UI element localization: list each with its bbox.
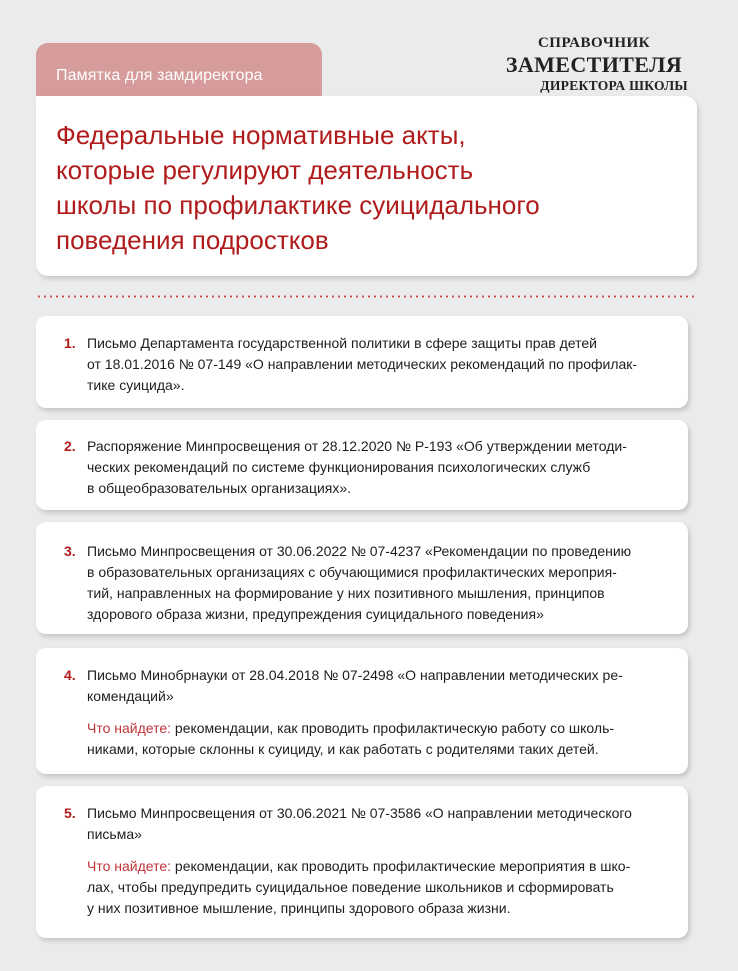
page-title [56, 118, 656, 258]
logo-line-3: ДИРЕКТОРА ШКОЛЫ [540, 78, 688, 93]
item-text: Письмо Минобрнауки от 28.04.2018 № 07-2498 «О направлении методических ре- комендаций» [87, 667, 623, 704]
title-line: Федеральные нормативные акты, [56, 120, 466, 150]
document-card-4 [36, 648, 688, 774]
item-text: Письмо Минпросвещения от 30.06.2022 № 07-4237 «Рекомендации по проведению в образовательных организациях с обучающимися профилактических мероприя- тий, направленных на формирование у них позитивного мышления, принципов здорового образа жизни, предупреждения суицидального поведения» [87, 543, 632, 622]
item-number: 4. [64, 667, 76, 683]
item-number: 3. [64, 543, 76, 559]
item-text: Распоряжение Минпросвещения от 28.12.2020 № Р-193 «Об утверждении методи- ческих рекомендаций по системе функционирования психологических служб в общеобразовательных организациях». [87, 438, 627, 496]
item-text: Письмо Минпросвещения от 30.06.2021 № 07-3586 «О направлении методического письма» [87, 805, 632, 842]
document-card-1 [36, 316, 688, 408]
item-number: 5. [64, 805, 76, 821]
logo-line-2: ЗАМЕСТИТЕЛЯ [505, 52, 683, 77]
dotted-divider [36, 295, 697, 298]
document-card-3 [36, 522, 688, 634]
document-card-5 [36, 786, 688, 938]
item-number: 1. [64, 335, 76, 351]
item-text: Письмо Департамента государственной политики в сфере защиты прав детей от 18.01.2016 № 07-149 «О направлении методических рекомендаций по профилак- тике суицида». [87, 335, 638, 393]
title-line: поведения подростков [56, 225, 329, 255]
memo-tab [36, 43, 322, 96]
memo-tab-label: Памятка для замдиректора [56, 67, 263, 84]
item-number: 2. [64, 438, 76, 454]
document-card-2 [36, 420, 688, 510]
item-note: Что найдете: рекомендации, как проводить профилактическую работу со школь- никами, которые склонны к суициду, и как работать с родителями таких детей. [87, 720, 615, 757]
item-note: Что найдете: рекомендации, как проводить профилактические мероприятия в шко- лах, чтобы предупредить суицидальное поведение школьников и сформировать у них позитивное мышление, принципы здорового образа жизни. [87, 858, 631, 916]
title-line: школы по профилактике суицидального [56, 190, 540, 220]
publication-logo [494, 36, 694, 93]
note-label: Что найдете: [87, 720, 172, 736]
logo-line-1: СПРАВОЧНИК [537, 35, 651, 51]
title-line: которые регулируют деятельность [56, 155, 474, 185]
title-card [36, 96, 697, 276]
note-label: Что найдете: [87, 858, 172, 874]
